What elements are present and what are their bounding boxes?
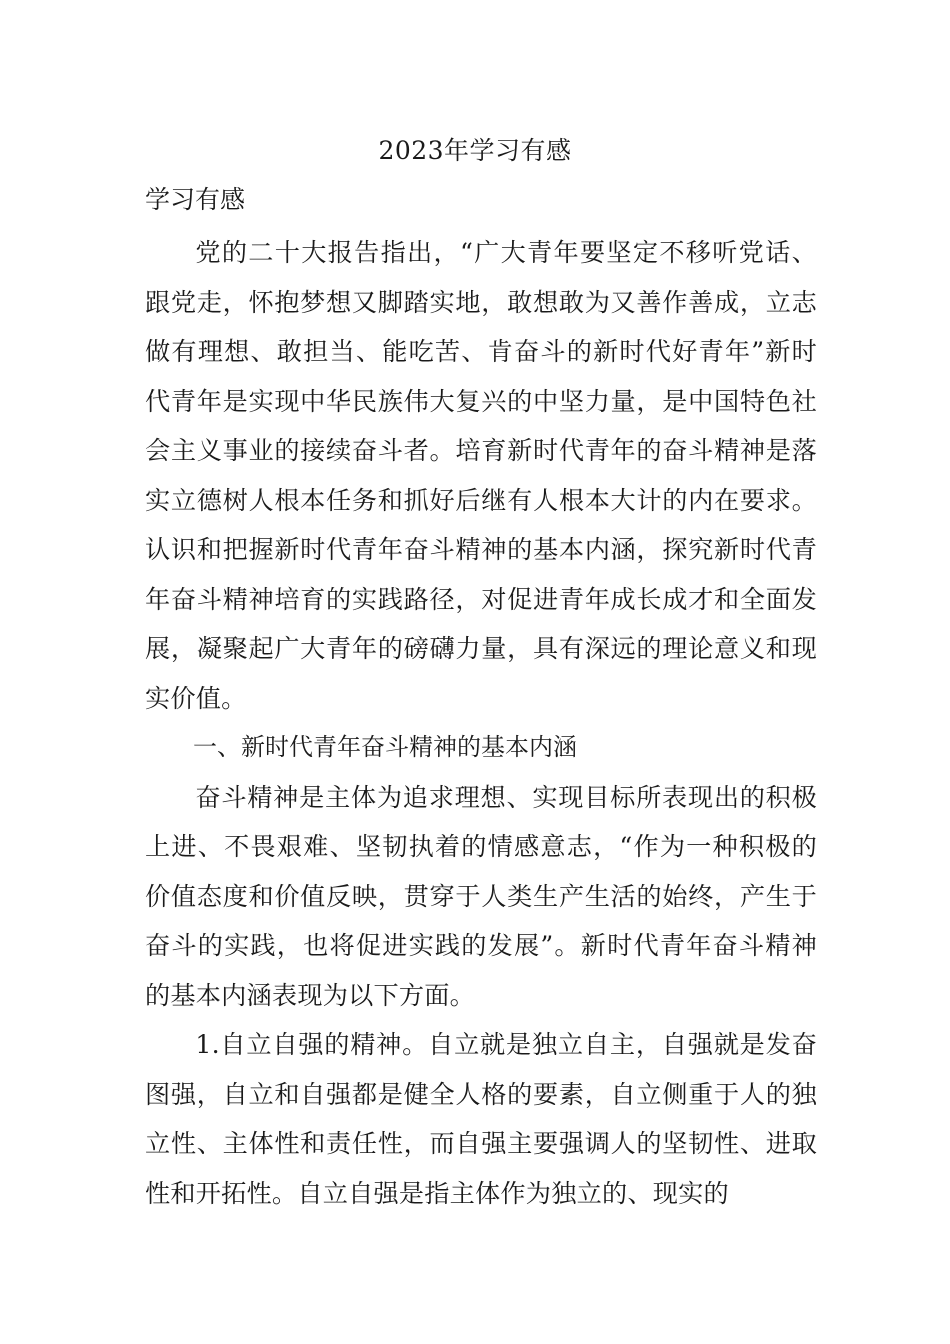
paragraph-self-reliance: 1.自立自强的精神。自立就是独立自主，自强就是发奋图强，自立和自强都是健全人格的要素，自立侧重于人的独立性、主体性和责任性，而自强主要强调人的坚韧性、进取性和开拓性。自立自强是指主体作为独立的、现实的 <box>145 1030 817 1208</box>
paragraph-intro: 党的二十大报告指出，“广大青年要坚定不移听党话、跟党走，怀抱梦想又脚踏实地，敢想敢为又善作善成，立志做有理想、敢担当、能吃苦、肯奋斗的新时代好青年”新时代青年是实现中华民族伟大复兴的中坚力量，是中国特色社会主义事业的接续奋斗者。培育新时代青年的奋斗精神是落实立德树人根本任务和抓好后继有人根本大计的内在要求。认识和把握新时代青年奋斗精神的基本内涵，探究新时代青年奋斗精神培育的实践路径，对促进青年成长成才和全面发展，凝聚起广大青年的磅礴力量，具有深远的理论意义和现实价值。 <box>145 238 817 713</box>
paragraph-spirit-definition: 奋斗精神是主体为追求理想、实现目标所表现出的积极上进、不畏艰难、坚韧执着的情感意志，“作为一种积极的价值态度和价值反映，贯穿于人类生产生活的始终，产生于奋斗的实践，也将促进实践的发展”。新时代青年奋斗精神的基本内涵表现为以下方面。 <box>145 782 817 1010</box>
section-heading-1: 一、新时代青年奋斗精神的基本内涵 <box>193 733 577 761</box>
document-subtitle: 学习有感 <box>145 185 246 214</box>
document-title: 2023年学习有感 <box>378 136 572 165</box>
document-body <box>145 228 817 1218</box>
